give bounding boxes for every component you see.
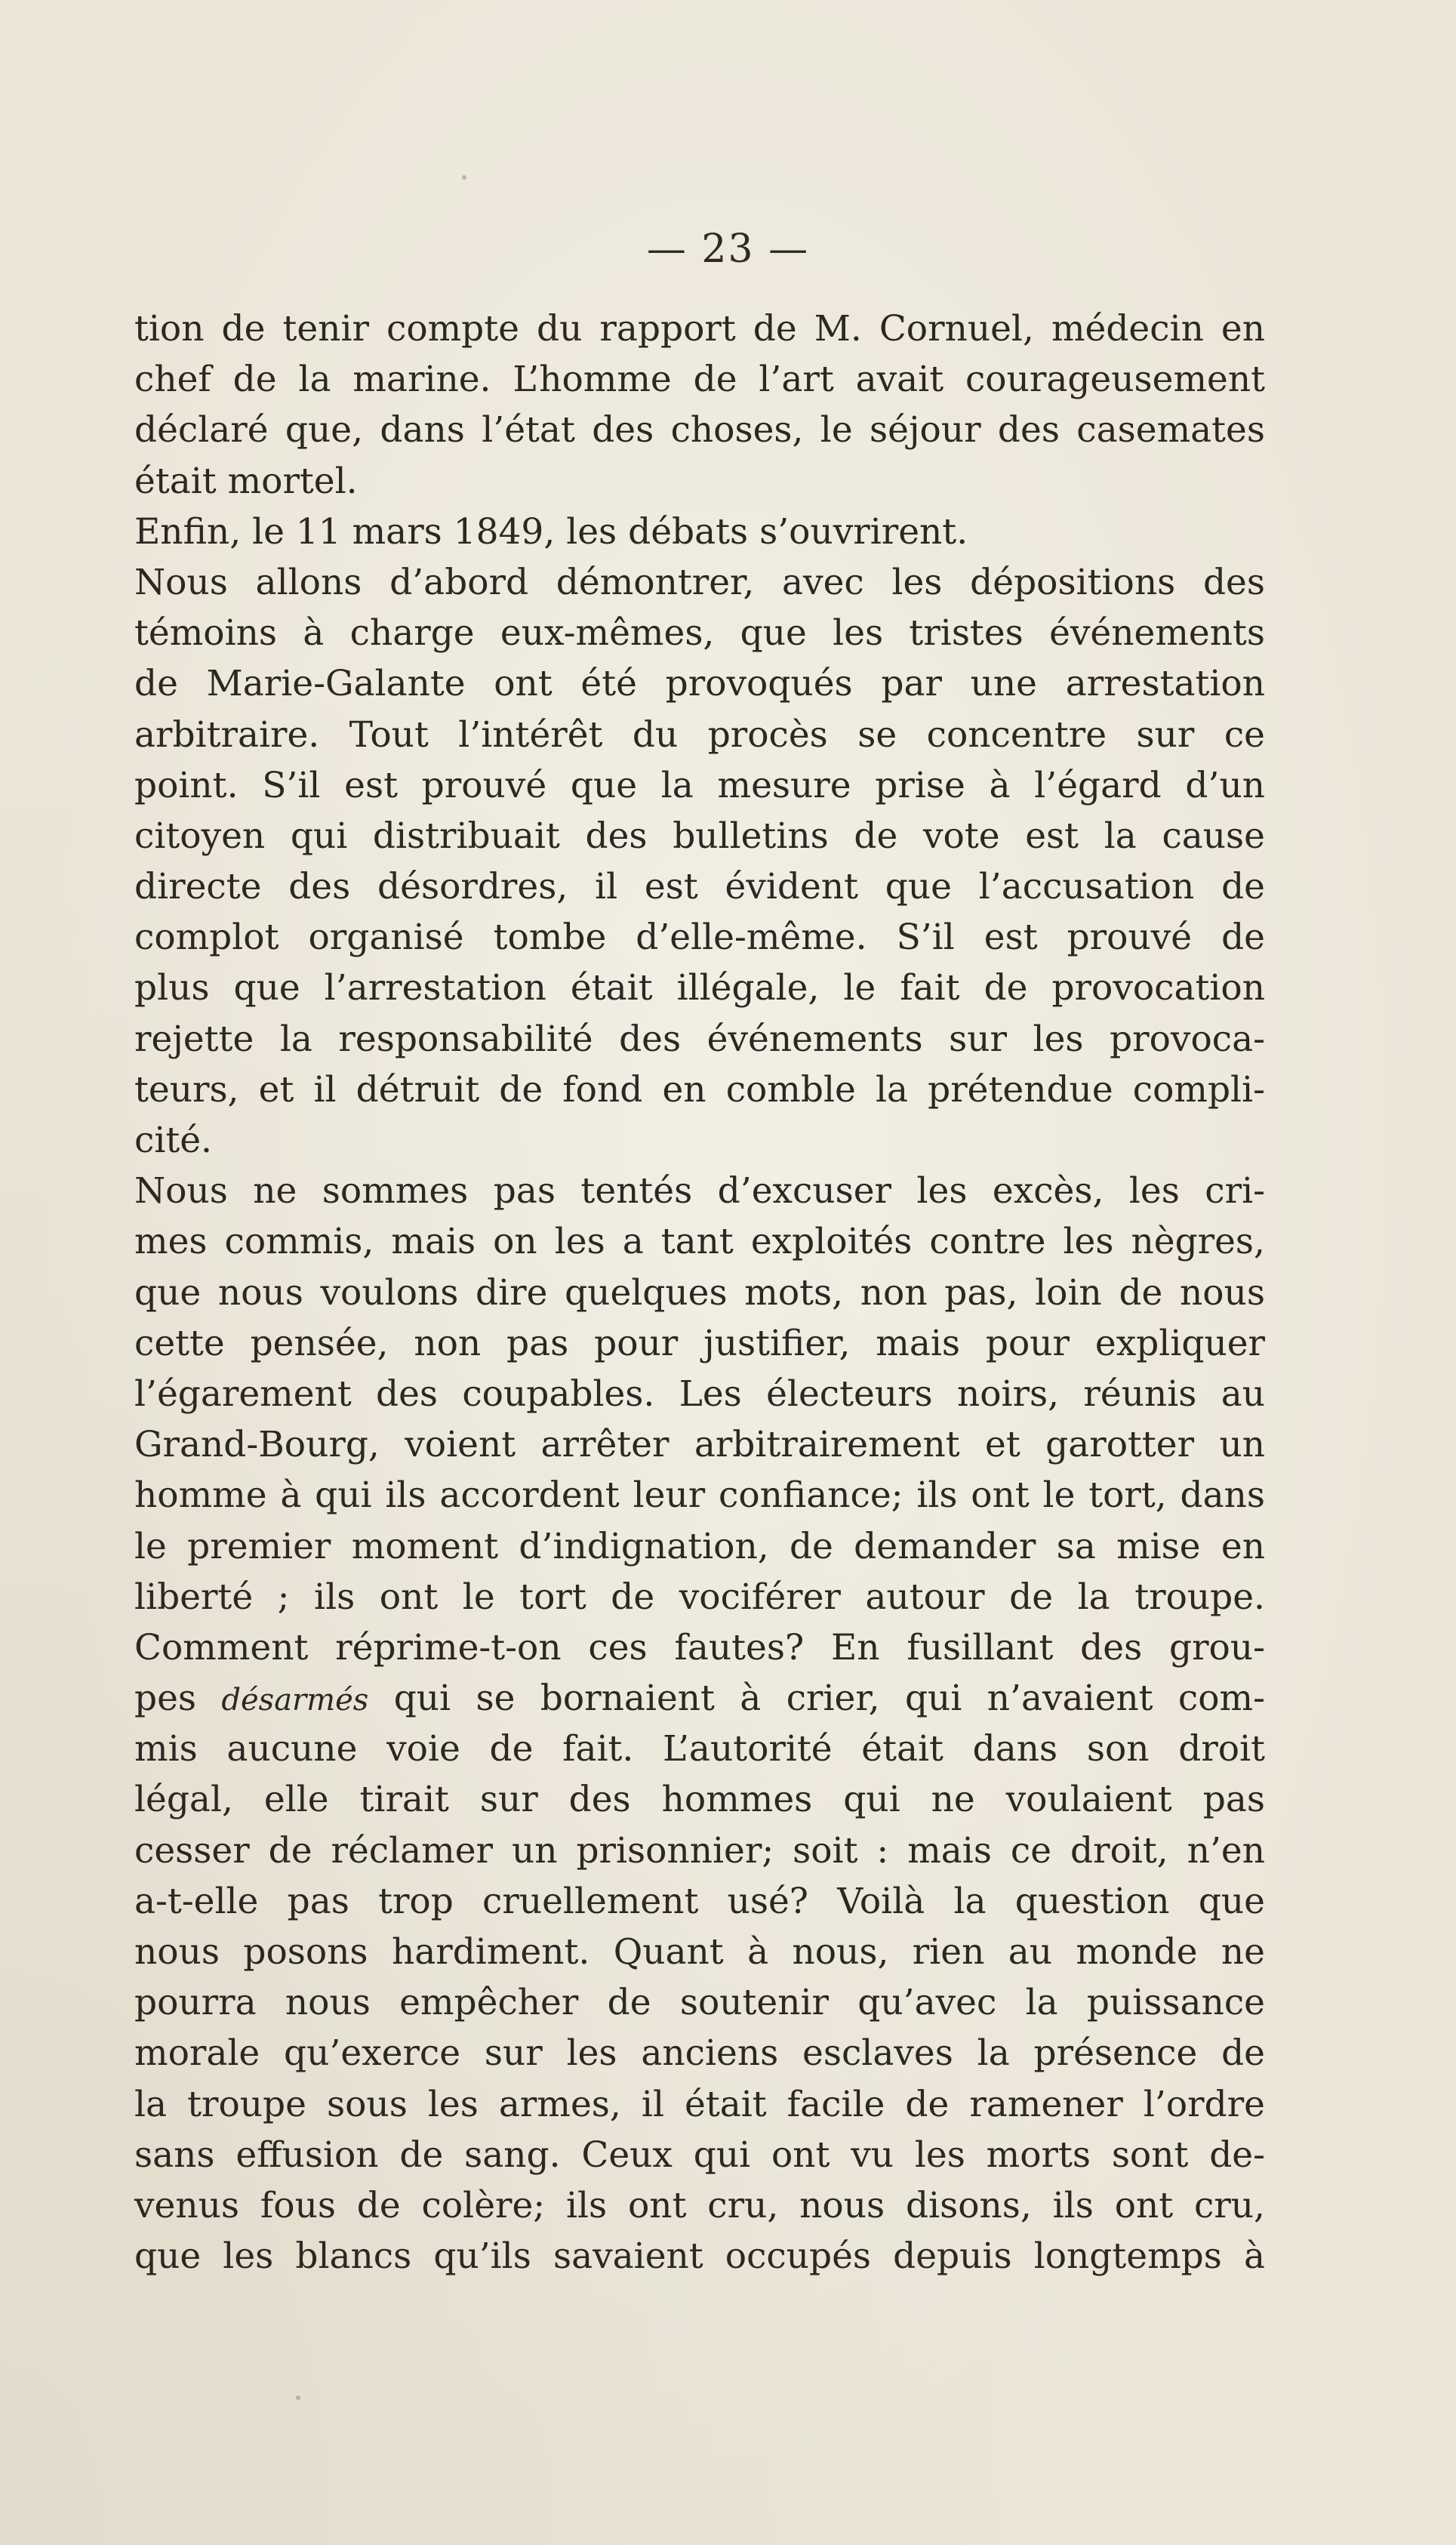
- text-line: directe des désordres, il est évident que l’accusation de: [134, 866, 1265, 908]
- text-line: était mortel.: [134, 460, 358, 502]
- text-line: liberté ; ils ont le tort de vociférer autour de la troupe.: [134, 1576, 1265, 1618]
- text-line: Enfin, le 11 mars 1849, les débats s’ouvrirent.: [134, 510, 968, 553]
- text-line: pourra nous empêcher de soutenir qu’avec la puissance: [134, 1982, 1265, 2024]
- text-line: mis aucune voie de fait. L’autorité était dans son droit: [134, 1728, 1265, 1770]
- text-line: de Marie-Galante ont été provoqués par une arrestation: [134, 663, 1265, 705]
- text-line: la troupe sous les armes, il était facile de ramener l’ordre: [134, 2083, 1265, 2125]
- text-line: le premier moment d’indignation, de demander sa mise en: [134, 1525, 1265, 1567]
- text-line: mes commis, mais on les a tant exploités contre les nègres,: [134, 1221, 1265, 1263]
- text-line: cette pensée, non pas pour justifier, mais pour expliquer: [134, 1322, 1265, 1364]
- text-line: rejette la responsabilité des événements sur les provoca-: [134, 1018, 1265, 1060]
- text-line: que les blancs qu’ils savaient occupés depuis longtemps à: [134, 2235, 1265, 2278]
- text-line-segment: qui se bornaient à crier, qui n’avaient com-: [368, 1678, 1265, 1720]
- text-line: cité.: [134, 1120, 212, 1161]
- ink-speck: [462, 175, 466, 180]
- text-line: citoyen qui distribuait des bulletins de vote est la cause: [134, 815, 1265, 857]
- text-line: l’égarement des coupables. Les électeurs noirs, réunis au: [134, 1373, 1265, 1415]
- italic-word: désarmés: [221, 1683, 369, 1718]
- text-line: homme à qui ils accordent leur confiance; ils ont le tort, dans: [134, 1474, 1265, 1517]
- text-line: légal, elle tirait sur des hommes qui ne voulaient pas: [134, 1779, 1265, 1821]
- text-line: arbitraire. Tout l’intérêt du procès se concentre sur ce: [134, 713, 1265, 756]
- text-line: déclaré que, dans l’état des choses, le séjour des casemates: [134, 409, 1265, 451]
- text-line: point. S’il est prouvé que la mesure prise à l’égard d’un: [134, 764, 1265, 806]
- text-line: a-t-elle pas trop cruellement usé? Voilà la question que: [134, 1880, 1265, 1922]
- text-line: Nous ne sommes pas tentés d’excuser les excès, les cri-: [134, 1170, 1265, 1212]
- text-line: chef de la marine. L’homme de l’art avait courageusement: [134, 359, 1265, 401]
- text-line: témoins à charge eux-mêmes, que les tristes événements: [134, 612, 1265, 655]
- text-line: cesser de réclamer un prisonnier; soit : mais ce droit, n’en: [134, 1829, 1265, 1872]
- text-line: nous posons hardiment. Quant à nous, rien au monde ne: [134, 1931, 1265, 1973]
- text-line: Nous allons d’abord démontrer, avec les dépositions des: [134, 561, 1265, 603]
- text-line: sans effusion de sang. Ceux qui ont vu les morts sont de-: [134, 2134, 1265, 2176]
- text-line: complot organisé tombe d’elle-même. S’il est prouvé de: [134, 917, 1265, 959]
- text-line: morale qu’exerce sur les anciens esclaves la présence de: [134, 2032, 1265, 2075]
- text-line: teurs, et il détruit de fond en comble la prétendue compli-: [134, 1068, 1265, 1111]
- text-line-segment: pes: [134, 1678, 222, 1720]
- body-text: [134, 303, 1265, 2282]
- text-line: plus que l’arrestation était illégale, le fait de provocation: [134, 967, 1265, 1009]
- text-line: tion de tenir compte du rapport de M. Cornuel, médecin en: [134, 308, 1265, 350]
- ink-speck: [296, 2396, 300, 2400]
- text-line: Grand-Bourg, voient arrêter arbitrairement et garotter un: [134, 1424, 1265, 1466]
- text-line: [134, 1673, 1265, 1724]
- text-line: Comment réprime-t-on ces fautes? En fusillant des grou-: [134, 1626, 1265, 1668]
- text-line: venus fous de colère; ils ont cru, nous disons, ils ont cru,: [134, 2184, 1265, 2226]
- page-number: — 23 —: [646, 226, 810, 272]
- text-line: que nous voulons dire quelques mots, non pas, loin de nous: [134, 1271, 1265, 1314]
